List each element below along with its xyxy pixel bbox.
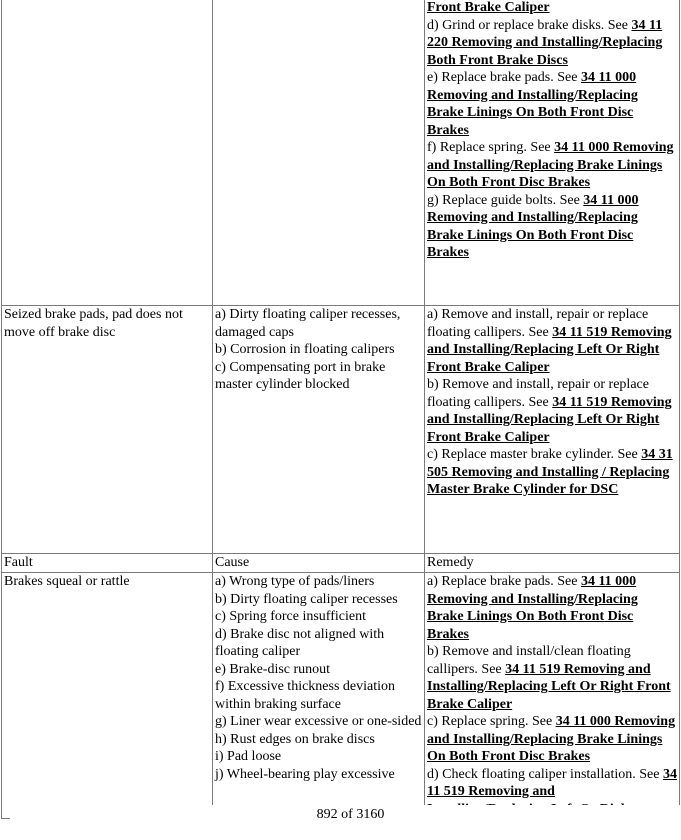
table-header-row xyxy=(2,554,680,573)
cause-cell xyxy=(213,0,425,306)
column-header-remedy xyxy=(425,554,680,573)
remedy-text: a) Remove and install, repair or replace floating callipers. See xyxy=(427,307,649,340)
remedy-text: d) Check floating caliper installation. See xyxy=(427,766,663,782)
remedy-cell xyxy=(425,0,680,306)
procedure-reference-link[interactable]: 34 11 000 Removing and Installing/Replacing Brake Linings On Both Front Disc Brakes xyxy=(427,574,638,642)
remedy-text: e) Replace brake pads. See xyxy=(427,70,581,85)
procedure-reference-link[interactable]: 34 11 519 Removing and Installing/Replacing Left Or Right Front Brake Caliper xyxy=(427,394,672,445)
page-number: 892 of 3160 xyxy=(10,805,681,825)
procedure-reference-link[interactable]: 34 11 000 Removing and Installing/Replacing Brake Linings On Both Front Disc Brakes xyxy=(427,714,676,764)
cause-cell: a) Dirty floating caliper recesses, damaged caps b) Corrosion in floating calipers c) Compensating port in brake master cylinder blocked xyxy=(213,306,425,554)
remedy-text: c) Replace spring. See xyxy=(427,714,556,729)
procedure-reference-link[interactable]: 34 11 519 Removing and Installing/Replacing Left Or Right Front Brake Caliper xyxy=(427,661,671,712)
procedure-reference-link[interactable]: 34 31 505 Removing and Installing / Replacing Master Brake Cylinder for DSC xyxy=(427,447,673,497)
procedure-reference-link[interactable]: 34 11 000 Removing and Installing/Replacing Brake Linings On Both Front Disc Brakes xyxy=(427,192,639,260)
remedy-cell xyxy=(425,306,680,554)
procedure-reference-link[interactable]: 34 11 000 Removing and Installing/Replacing Brake Linings On Both Front Disc Brakes xyxy=(427,140,674,190)
remedy-text: b) Remove and install, repair or replace floating callipers. See xyxy=(427,377,649,410)
fault-table xyxy=(1,0,680,819)
remedy-text: g) Replace guide bolts. See xyxy=(427,192,584,208)
cause-cell: a) Wrong type of pads/liners b) Dirty floating caliper recesses c) Spring force insufficient d) Brake disc not aligned with floating caliper e) Brake-disc runout f) Excessive thickness deviation within braking surface g) Liner wear excessive or one-sided h) Rust edges on brake discs i) Pad loose j) Wheel-bearing play excessive xyxy=(213,573,425,819)
fault-cell xyxy=(2,0,213,306)
remedy-text: b) Remove and install/clean floating callipers. See xyxy=(427,644,631,677)
remedy-text: a) Replace brake pads. See xyxy=(427,574,581,589)
procedure-reference-link[interactable]: 34 11 000 Removing and Installing/Replacing Brake Linings On Both Front Disc Brakes xyxy=(427,70,638,138)
remedy-text: c) Replace master brake cylinder. See xyxy=(427,447,642,462)
remedy-text: f) Replace spring. See xyxy=(427,140,555,155)
remedy-cell xyxy=(425,573,680,819)
remedy-text: Remedy xyxy=(427,555,474,570)
procedure-reference-link[interactable]: 34 11 519 Removing and Installing/Replacing Left Or Right Front Brake Caliper xyxy=(427,324,672,375)
table-row xyxy=(2,573,680,819)
remedy-text: d) Grind or replace brake disks. See xyxy=(427,17,632,33)
procedure-reference-link[interactable]: 34 11 519 Removing and xyxy=(427,766,677,799)
column-header-cause: Cause xyxy=(213,554,425,573)
fault-cell: Brakes squeal or rattle xyxy=(2,573,213,819)
table-row xyxy=(2,0,680,306)
table-row xyxy=(2,306,680,554)
column-header-fault: Fault xyxy=(2,554,213,573)
procedure-reference-link[interactable]: Front Brake Caliper xyxy=(427,0,550,15)
procedure-reference-link[interactable]: 34 11 220 Removing and Installing/Replacing Both Front Brake Discs xyxy=(427,17,663,68)
fault-cell: Seized brake pads, pad does not move off brake disc xyxy=(2,306,213,554)
